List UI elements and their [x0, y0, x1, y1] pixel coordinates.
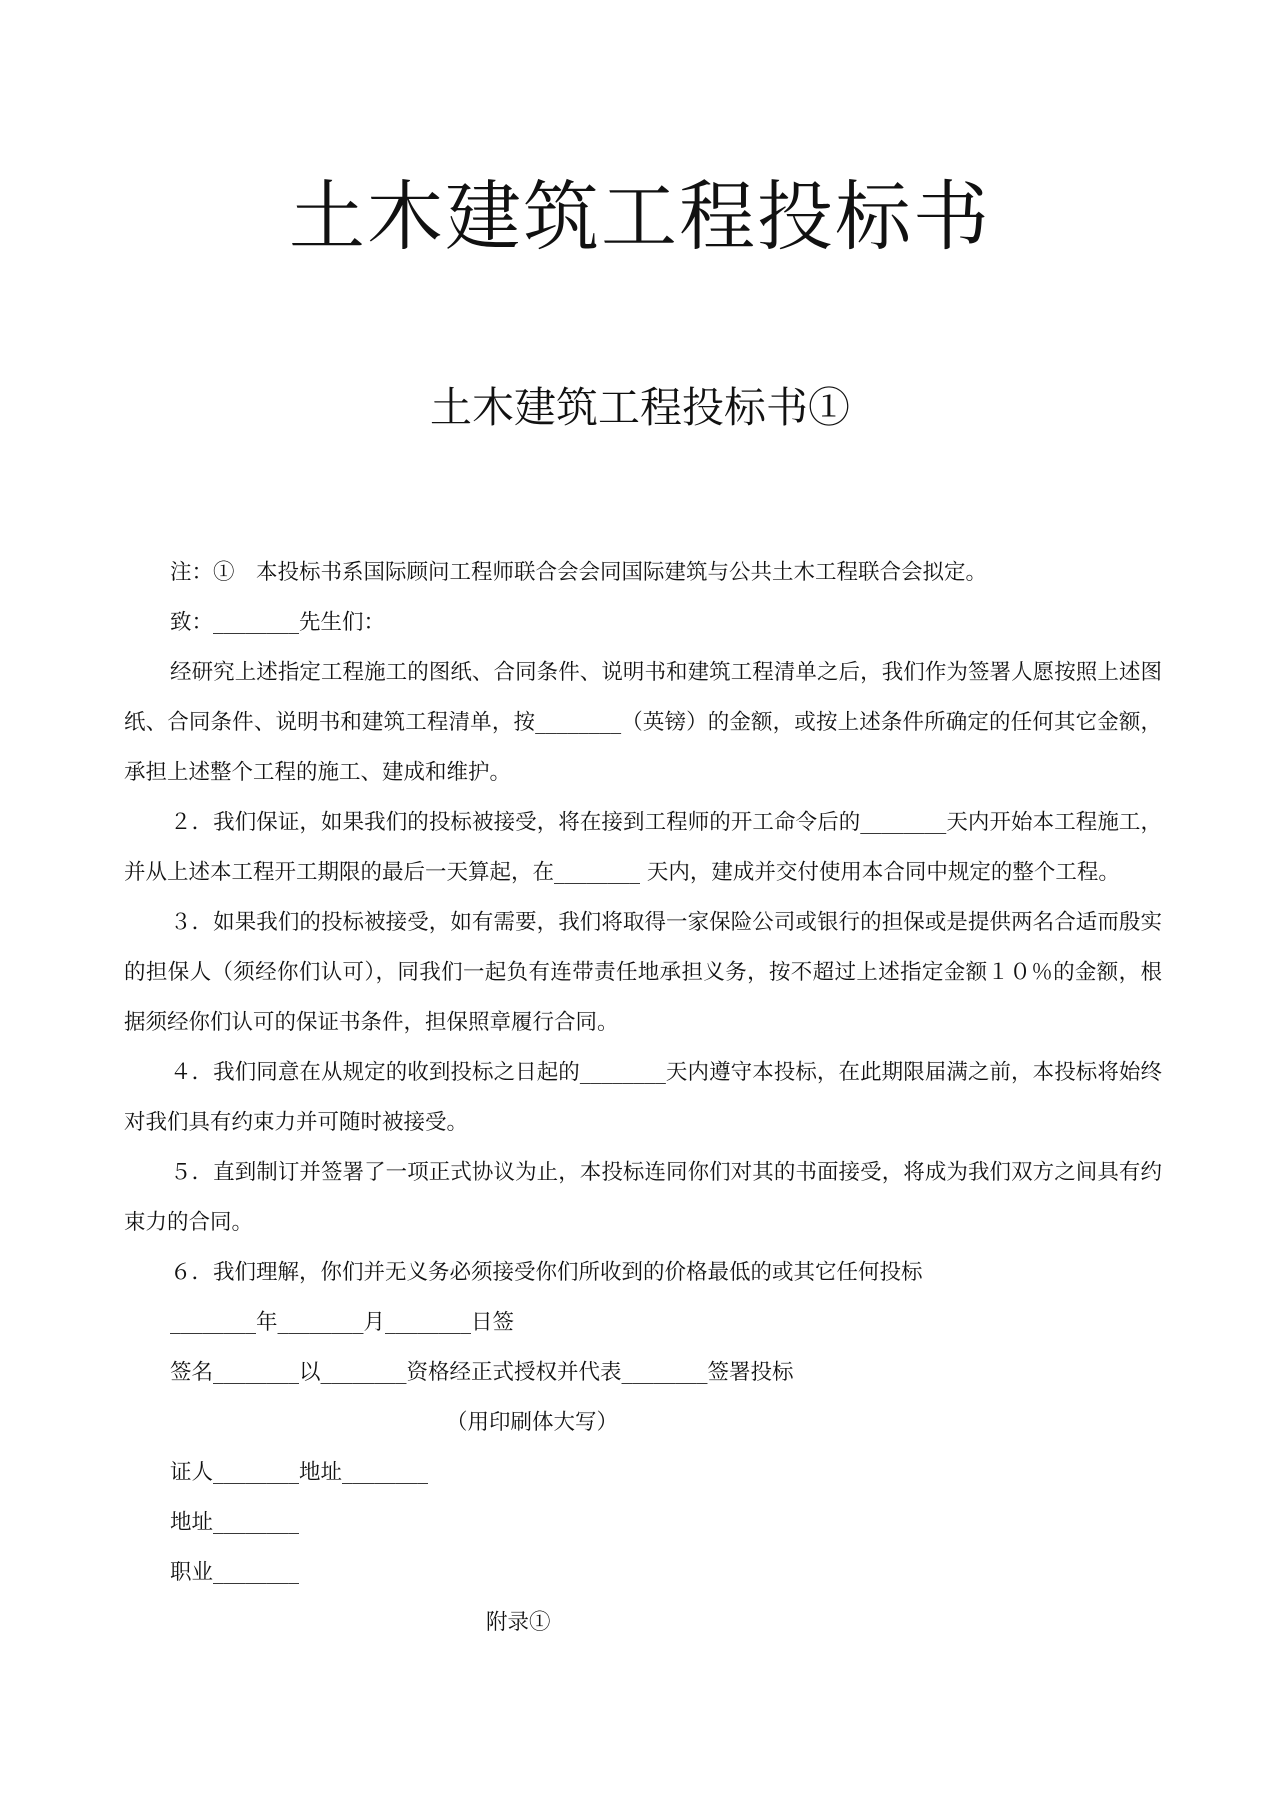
- paragraph-4: ４．我们同意在从规定的收到投标之日起的________天内遵守本投标，在此期限届满之前，本投标将始终对我们具有约束力并可随时被接受。: [124, 1060, 1162, 1135]
- witness-line: 证人________地址________: [170, 1460, 429, 1485]
- salutation: 致：________先生们：: [170, 610, 386, 635]
- signature-line: 签名________以________资格经正式授权并代表________签署投标: [170, 1360, 794, 1385]
- paragraph-1: 经研究上述指定工程施工的图纸、合同条件、说明书和建筑工程清单之后，我们作为签署人愿按照上述图纸、合同条件、说明书和建筑工程清单，按________（英镑）的金额，或按上述条件所确定的任何其它金额，承担上述整个工程的施工、建成和维护。: [124, 660, 1162, 785]
- appendix-label: 附录①: [486, 1610, 551, 1635]
- note-paragraph: 注：① 本投标书系国际顾问工程师联合会会同国际建筑与公共土木工程联合会拟定。: [170, 560, 988, 585]
- paragraph-2: ２．我们保证，如果我们的投标被接受，将在接到工程师的开工命令后的________天内开始本工程施工，并从上述本工程开工期限的最后一天算起，在________ 天内，建成并交付使用本合同中规定的整个工程。: [124, 810, 1162, 885]
- paragraph-5: ５．直到制订并签署了一项正式协议为止，本投标连同你们对其的书面接受，将成为我们双方之间具有约束力的合同。: [124, 1160, 1162, 1235]
- occupation-line: 职业________: [170, 1560, 300, 1585]
- paragraph-3: ３．如果我们的投标被接受，如有需要，我们将取得一家保险公司或银行的担保或是提供两名合适而殷实的担保人（须经你们认可），同我们一起负有连带责任地承担义务，按不超过上述指定金额１０％的金额，根据须经你们认可的保证书条件，担保照章履行合同。: [124, 910, 1162, 1035]
- document-body: [124, 548, 1162, 1648]
- date-line: ________年________月________日签: [170, 1310, 515, 1335]
- sub-title: 土木建筑工程投标书①: [429, 383, 850, 432]
- address-line: 地址________: [170, 1510, 300, 1535]
- print-note: （用印刷体大写）: [446, 1410, 619, 1435]
- main-title: 土木建筑工程投标书: [289, 172, 991, 261]
- paragraph-6: ６．我们理解，你们并无义务必须接受你们所收到的价格最低的或其它任何投标: [170, 1260, 923, 1285]
